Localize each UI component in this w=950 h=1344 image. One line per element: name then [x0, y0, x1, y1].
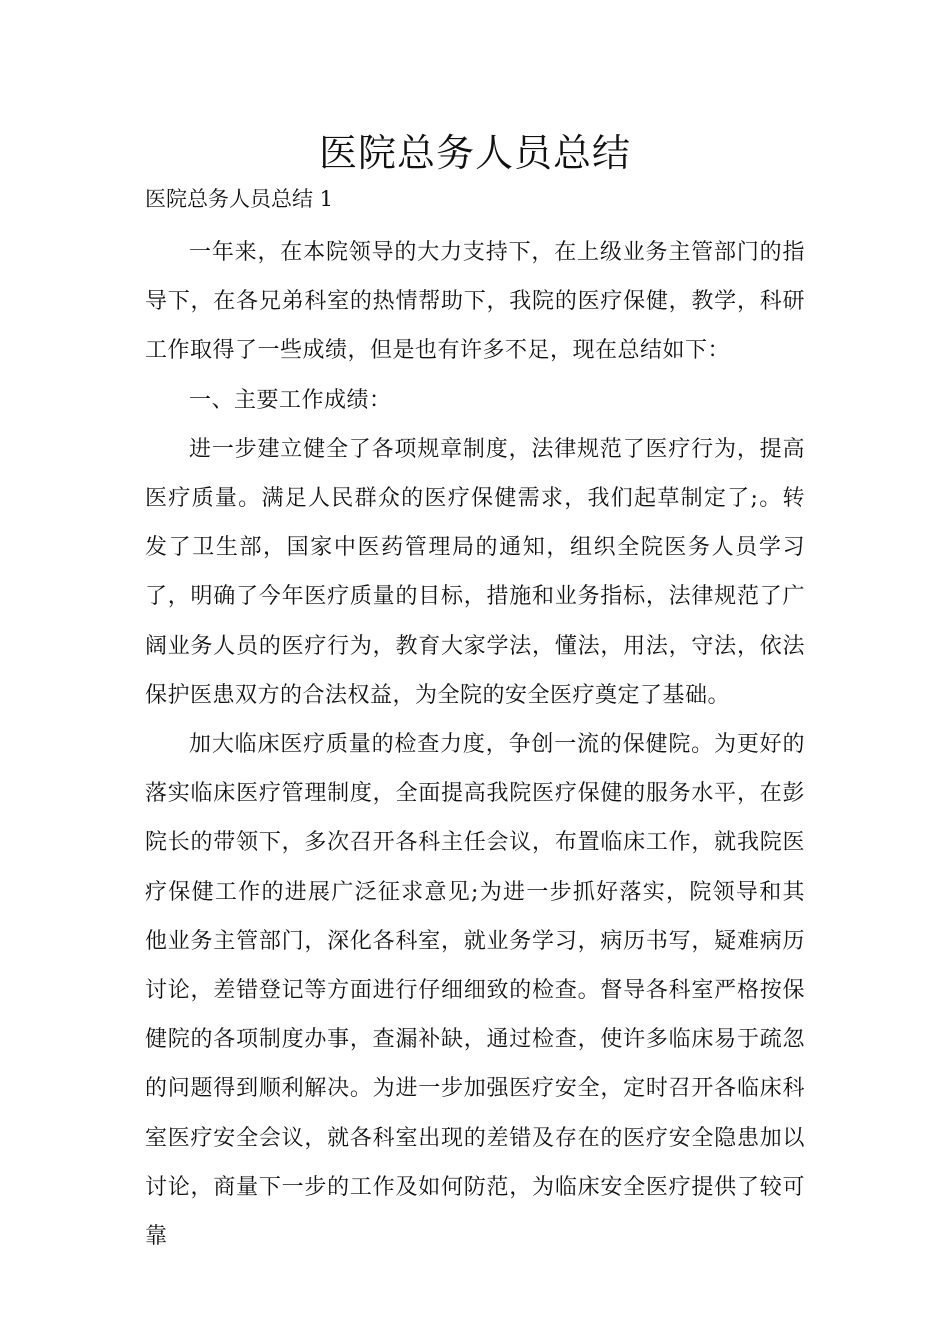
document-title: 医院总务人员总结: [318, 131, 631, 175]
document-body: [145, 228, 805, 1261]
document-subtitle: 医院总务人员总结 1: [145, 187, 334, 211]
section-heading-main-achievements: 一、主要工作成绩：: [189, 387, 392, 413]
paragraph-quality-inspection: 加大临床医疗质量的检查力度，争创一流的保健院。为更好的落实临床医疗管理制度，全面提高我院医疗保健的服务水平，在彭院长的带领下，多次召开各科主任会议，布置临床工作，就我院医疗保健工作的进展广泛征求意见;为进一步抓好落实，院领导和其他业务主管部门，深化各科室，就业务学习，病历书写，疑难病历讨论，差错登记等方面进行仔细细致的检查。督导各科室严格按保健院的各项制度办事，查漏补缺，通过检查，使许多临床易于疏忽的问题得到顺利解决。为进一步加强医疗安全，定时召开各临床科室医疗安全会议，就各科室出现的差错及存在的医疗安全隐患加以讨论，商量下一步的工作及如何防范，为临床安全医疗提供了较可靠: [145, 732, 805, 1250]
paragraph-intro: 一年来，在本院领导的大力支持下，在上级业务主管部门的指导下，在各兄弟科室的热情帮助下，我院的医疗保健，教学，科研工作取得了一些成绩，但是也有许多不足，现在总结如下：: [145, 240, 805, 364]
paragraph-regulations: 进一步建立健全了各项规章制度，法律规范了医疗行为，提高医疗质量。满足人民群众的医疗保健需求，我们起草制定了;。转发了卫生部，国家中医药管理局的通知，组织全院医务人员学习了，明确了今年医疗质量的目标，措施和业务指标，法律规范了广阔业务人员的医疗行为，教育大家学法，懂法，用法，守法，依法保护医患双方的合法权益，为全院的安全医疗奠定了基础。: [145, 436, 805, 708]
